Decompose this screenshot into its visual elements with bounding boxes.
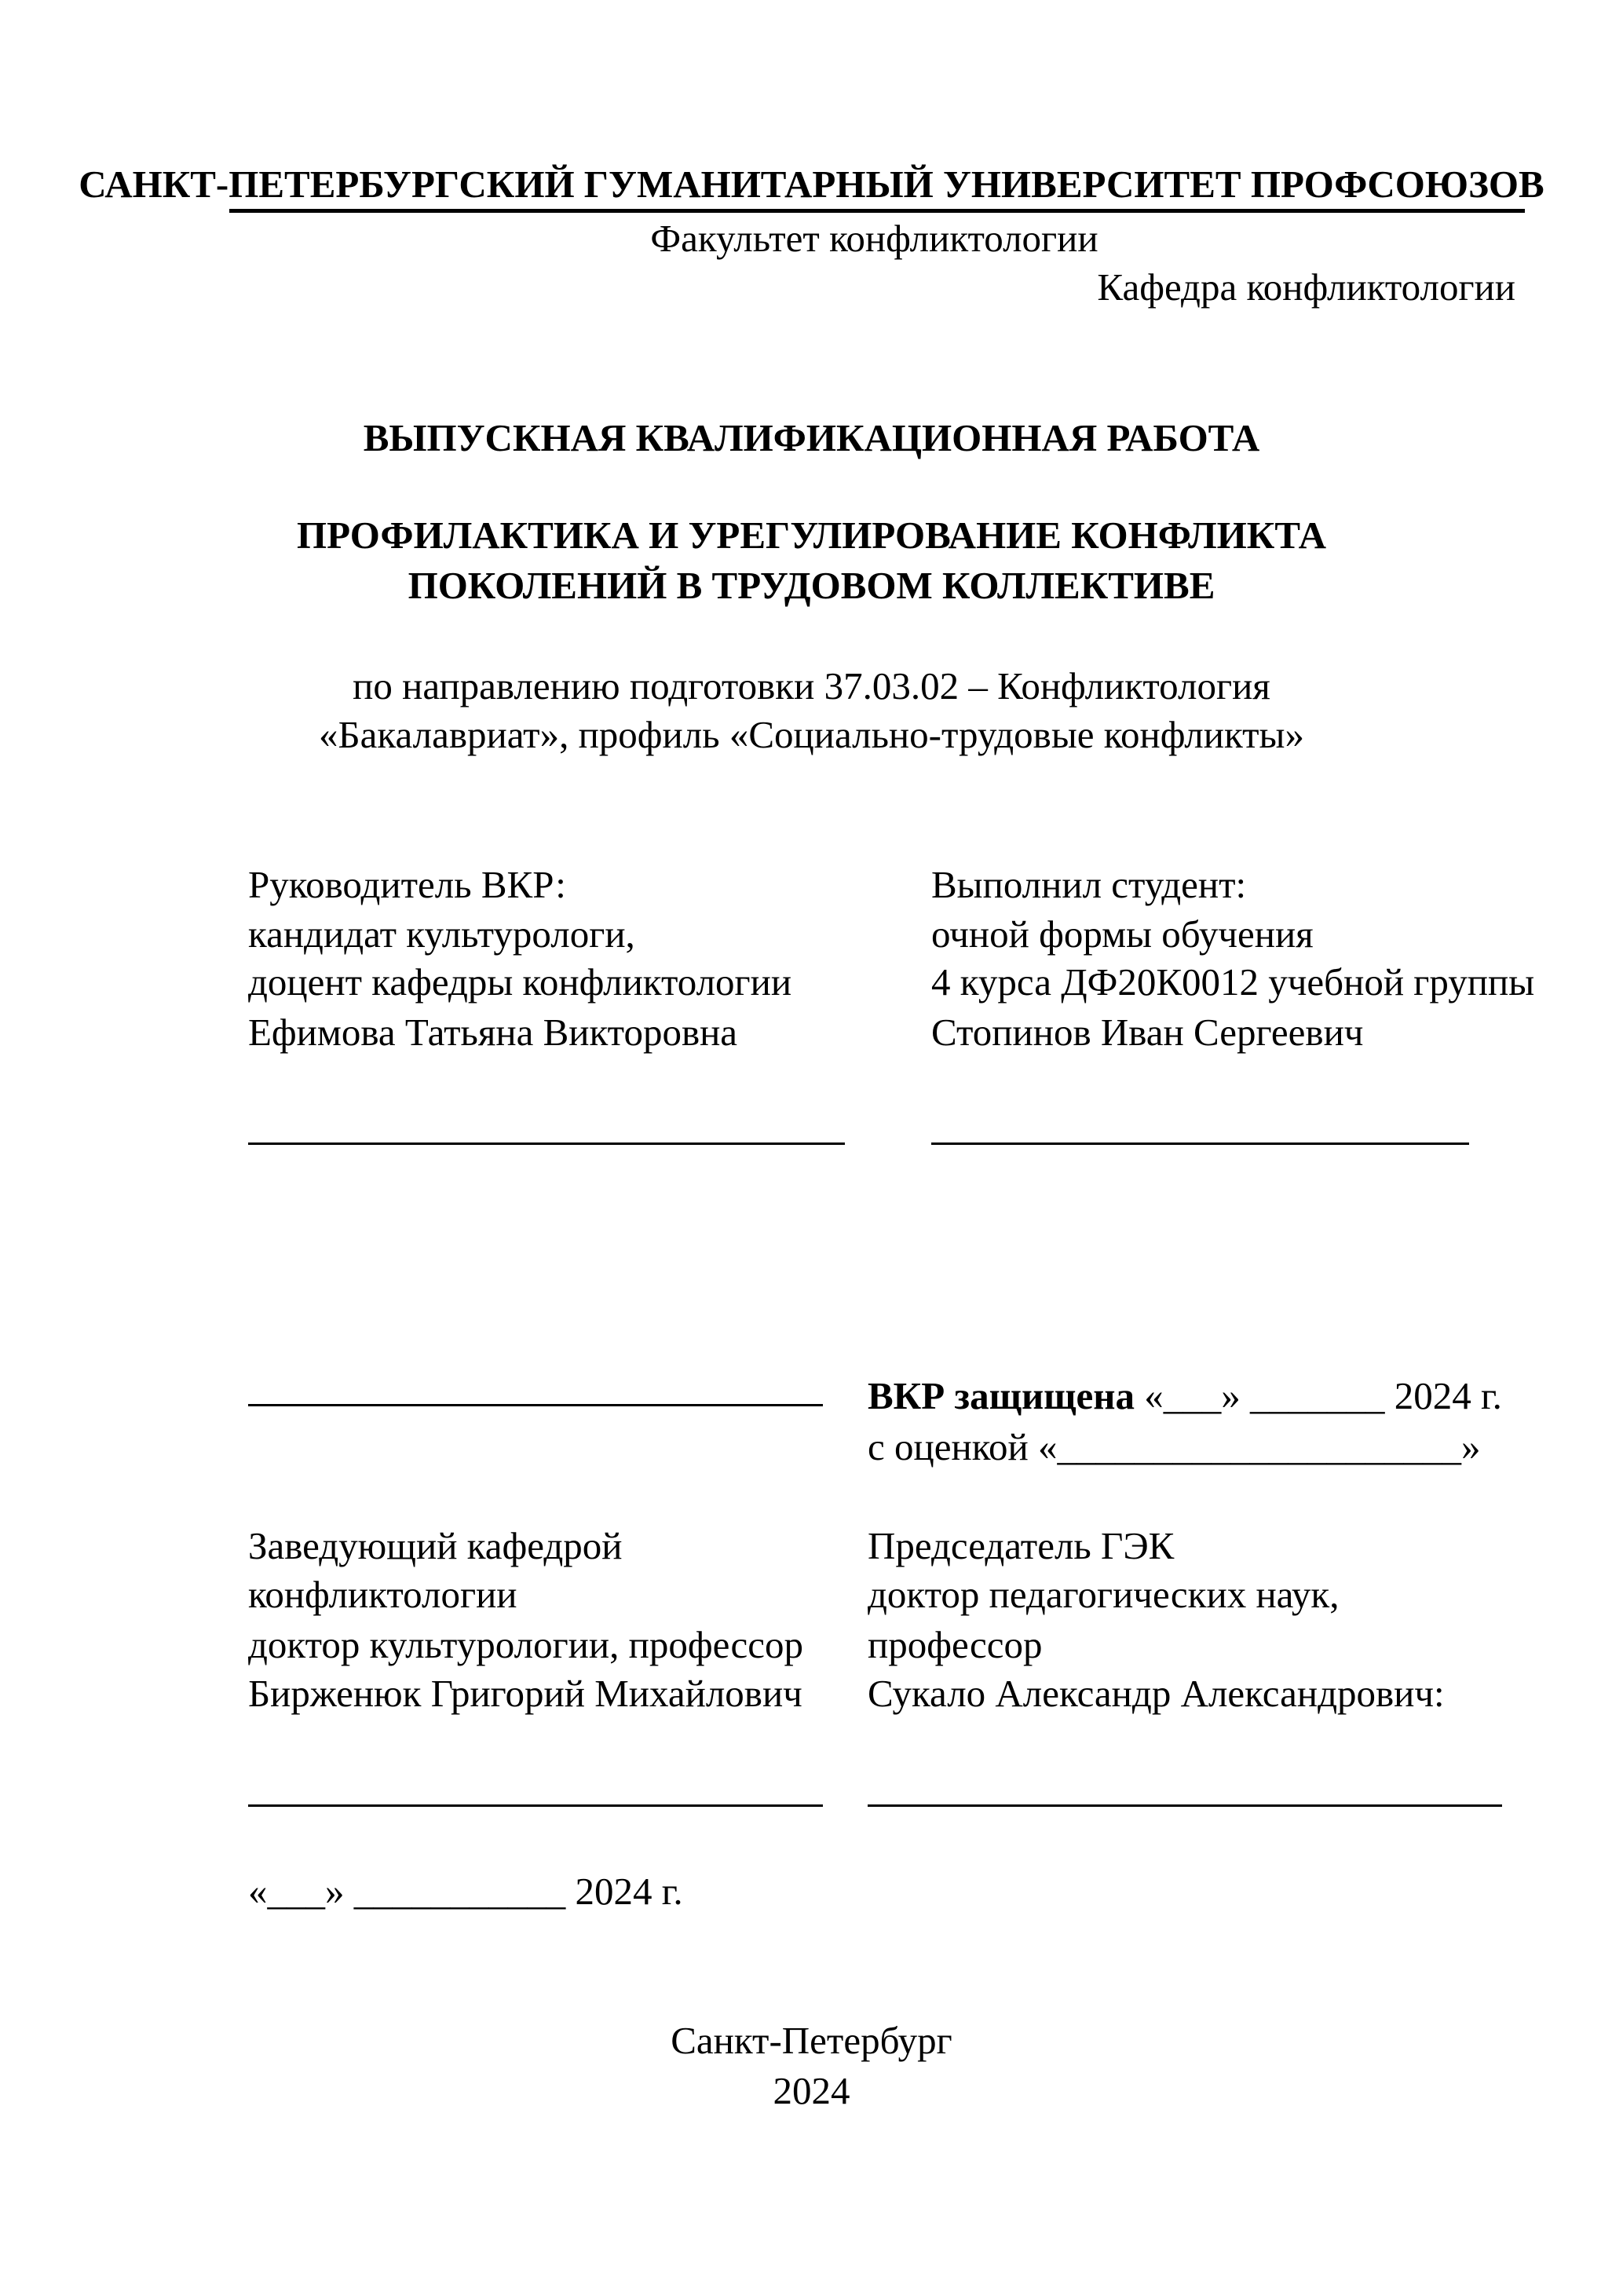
approval-date: «___» ___________ 2024 г. (248, 1870, 683, 1913)
topic-line-1: ПРОФИЛАКТИКА И УРЕГУЛИРОВАНИЕ КОНФЛИКТА (297, 514, 1326, 557)
supervisor-degree: кандидат культурологи, (248, 912, 635, 956)
defense-label: ВКР защищена (868, 1374, 1135, 1417)
head-signature-line (248, 1804, 823, 1807)
supervisor-signature-line (248, 1143, 845, 1145)
chairman-signature-line (868, 1804, 1502, 1807)
head-department: конфликтологии (248, 1573, 517, 1616)
university-name: САНКТ-ПЕТЕРБУРГСКИЙ ГУМАНИТАРНЫЙ УНИВЕРСИТЕТ ПРОФСОЮЗОВ (79, 163, 1544, 206)
work-type: ВЫПУСКНАЯ КВАЛИФИКАЦИОННАЯ РАБОТА (363, 416, 1260, 459)
head-label: Заведующий кафедрой (248, 1524, 623, 1567)
student-name: Стопинов Иван Сергеевич (931, 1011, 1364, 1054)
student-group: 4 курса ДФ20К0012 учебной группы (931, 960, 1535, 1004)
faculty: Факультет конфликтологии (650, 217, 1098, 260)
head-degree: доктор культурологии, профессор (248, 1623, 804, 1666)
header-rule (229, 209, 1525, 213)
topic-line-2: ПОКОЛЕНИЙ В ТРУДОВОМ КОЛЛЕКТИВЕ (408, 564, 1215, 607)
department: Кафедра конфликтологии (1097, 265, 1515, 309)
chairman-title: профессор (868, 1623, 1043, 1666)
year: 2024 (773, 2069, 850, 2112)
chairman-degree: доктор педагогических наук, (868, 1573, 1340, 1616)
direction-line-2: «Бакалавриат», профиль «Социально-трудовые конфликты» (319, 713, 1304, 756)
student-signature-line (931, 1143, 1469, 1145)
supervisor-name: Ефимова Татьяна Викторовна (248, 1011, 738, 1054)
student-form: очной формы обучения (931, 912, 1314, 956)
defense-grade: с оценкой «_____________________» (868, 1425, 1481, 1468)
student-label: Выполнил студент: (931, 863, 1247, 906)
head-name: Бирженюк Григорий Михайлович (248, 1672, 802, 1715)
supervisor-position: доцент кафедры конфликтологии (248, 960, 792, 1004)
supervisor-label: Руководитель ВКР: (248, 863, 566, 906)
defense-date: «___» _______ 2024 г. (1144, 1374, 1502, 1417)
chairman-label: Председатель ГЭК (868, 1524, 1175, 1567)
direction-line-1: по направлению подготовки 37.03.02 – Конфликтология (353, 664, 1270, 707)
defense-line (868, 1373, 1502, 1420)
city: Санкт-Петербург (671, 2019, 952, 2062)
review-signature-line (248, 1404, 823, 1406)
chairman-name: Сукало Александр Александрович: (868, 1672, 1445, 1715)
